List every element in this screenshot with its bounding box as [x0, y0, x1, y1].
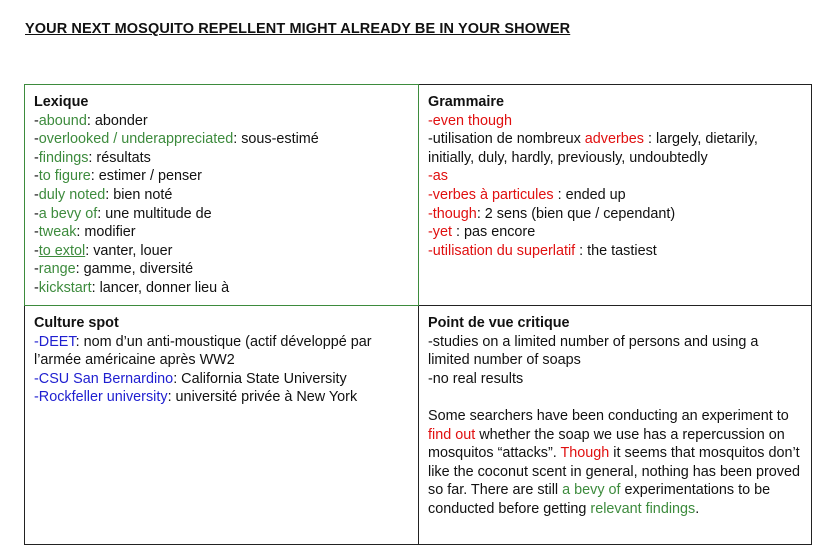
grammaire-definition: : 2 sens (bien que / cependant): [476, 205, 676, 222]
paragraph-green-term: relevant findings: [590, 500, 696, 517]
lexique-definition: : vanter, louer: [85, 242, 173, 259]
lexique-item: -duly noted: bien noté: [34, 186, 173, 203]
culture-definition: : California State University: [173, 370, 347, 387]
lexique-term: duly noted: [38, 186, 106, 203]
grammaire-item: -yet : pas encore: [428, 224, 536, 241]
lexique-title: Lexique: [34, 94, 89, 110]
lexique-term: overlooked / underappreciated: [38, 131, 234, 148]
lexique-definition: : bien noté: [105, 186, 173, 203]
culture-cell: [24, 305, 419, 545]
grammaire-term: though: [432, 205, 477, 222]
grammaire-term: verbes à particules: [432, 186, 554, 203]
lexique-item: -abound: abonder: [34, 112, 148, 129]
grammaire-term: adverbes: [584, 131, 644, 148]
lexique-term: range: [38, 261, 76, 278]
lexique-term: tweak: [38, 224, 77, 241]
critique-title: Point de vue critique: [428, 315, 570, 331]
paragraph-text: .: [695, 500, 700, 517]
lexique-definition: : abonder: [86, 112, 148, 129]
critique-point: -studies on a limited number of persons and using a limited number of soaps: [428, 333, 759, 369]
grammaire-item: -utilisation de nombreux adverbes : largely, dietarily, initially, duly, hardly, previously, undoubtedly: [428, 131, 758, 166]
critique-paragraph: [428, 407, 802, 519]
grammaire-item: -even though: [428, 112, 513, 129]
lexique-item: -a bevy of: une multitude de: [34, 205, 212, 222]
page-title: YOUR NEXT MOSQUITO REPELLENT MIGHT ALREADY BE IN YOUR SHOWER: [25, 21, 571, 37]
grammaire-cell: [418, 84, 812, 306]
paragraph-red-term: find out: [428, 426, 476, 443]
paragraph-green-term: a bevy of: [562, 482, 621, 499]
lexique-term: to extol: [38, 242, 86, 259]
grammaire-definition: : ended up: [553, 186, 626, 203]
lexique-item: -findings: résultats: [34, 149, 151, 166]
grammaire-term: utilisation du superlatif: [432, 242, 576, 259]
lexique-term: kickstart: [38, 279, 92, 296]
culture-item: -Rockfeller university: université privée à New York: [34, 389, 358, 406]
grammaire-term: as: [432, 168, 448, 185]
paragraph-text: whether the soap we use has a repercussion on mosquitos “attacks”.: [428, 426, 785, 462]
lexique-definition: : gamme, diversité: [75, 261, 194, 278]
lexique-term: findings: [38, 149, 89, 166]
grammaire-definition: : largely, dietarily, initially, duly, hardly, previously, undoubtedly: [428, 131, 758, 166]
lexique-item: -tweak: modifier: [34, 224, 136, 241]
grammaire-item: -as: [428, 168, 448, 185]
grammaire-item: -verbes à particules : ended up: [428, 186, 626, 203]
lexique-definition: : modifier: [76, 224, 136, 241]
critique-cell: [418, 305, 812, 545]
grammaire-definition: : pas encore: [452, 224, 536, 241]
grammaire-title: Grammaire: [428, 94, 504, 110]
culture-definition: : université privée à New York: [167, 389, 358, 406]
paragraph-text: it seems that mosquitos don’t like the coconut scent in general, nothing has been proved so far. There are still: [428, 445, 801, 499]
culture-term: Rockfeller university: [38, 389, 168, 406]
culture-definition: : nom d’un anti-moustique (actif développé par l’armée américaine après WW2: [34, 333, 372, 369]
lexique-term: abound: [38, 112, 87, 129]
paragraph-text: experimentations to be conducted before getting: [428, 482, 771, 517]
lexique-definition: : résultats: [88, 149, 151, 166]
lexique-item: -to extol: vanter, louer: [34, 242, 173, 259]
grammaire-item: -though: 2 sens (bien que / cependant): [428, 205, 676, 222]
grammaire-term: even though: [432, 112, 513, 129]
culture-title: Culture spot: [34, 315, 119, 331]
critique-point: -no real results: [428, 370, 524, 387]
culture-term: CSU San Bernardino: [38, 370, 174, 387]
lexique-item: -to figure: estimer / penser: [34, 168, 202, 185]
lexique-definition: : estimer / penser: [90, 168, 202, 185]
lexique-item: -overlooked / underappreciated: sous-estimé: [34, 131, 319, 148]
grammaire-definition: : the tastiest: [575, 242, 657, 259]
grammaire-item: -utilisation du superlatif : the tastiest: [428, 242, 657, 259]
lexique-cell: [24, 84, 419, 306]
paragraph-text: Some searchers have been conducting an experiment to: [428, 407, 789, 424]
paragraph-red-term: Though: [560, 445, 610, 462]
lexique-item: -range: gamme, diversité: [34, 261, 194, 278]
lexique-term: a bevy of: [38, 205, 98, 222]
lexique-definition: : sous-estimé: [233, 131, 319, 148]
critique-spacer: [428, 388, 802, 407]
lexique-item: -kickstart: lancer, donner lieu à: [34, 279, 230, 296]
lexique-definition: : une multitude de: [97, 205, 212, 222]
lexique-term: to figure: [38, 168, 91, 185]
culture-item: -CSU San Bernardino: California State University: [34, 370, 347, 387]
culture-term: DEET: [38, 333, 76, 350]
lexique-definition: : lancer, donner lieu à: [91, 279, 230, 296]
grammaire-term: yet: [432, 224, 452, 241]
grammaire-prefix: utilisation de nombreux: [432, 131, 585, 148]
culture-item: -DEET: nom d’un anti-moustique (actif développé par l’armée américaine après WW2: [34, 333, 372, 369]
